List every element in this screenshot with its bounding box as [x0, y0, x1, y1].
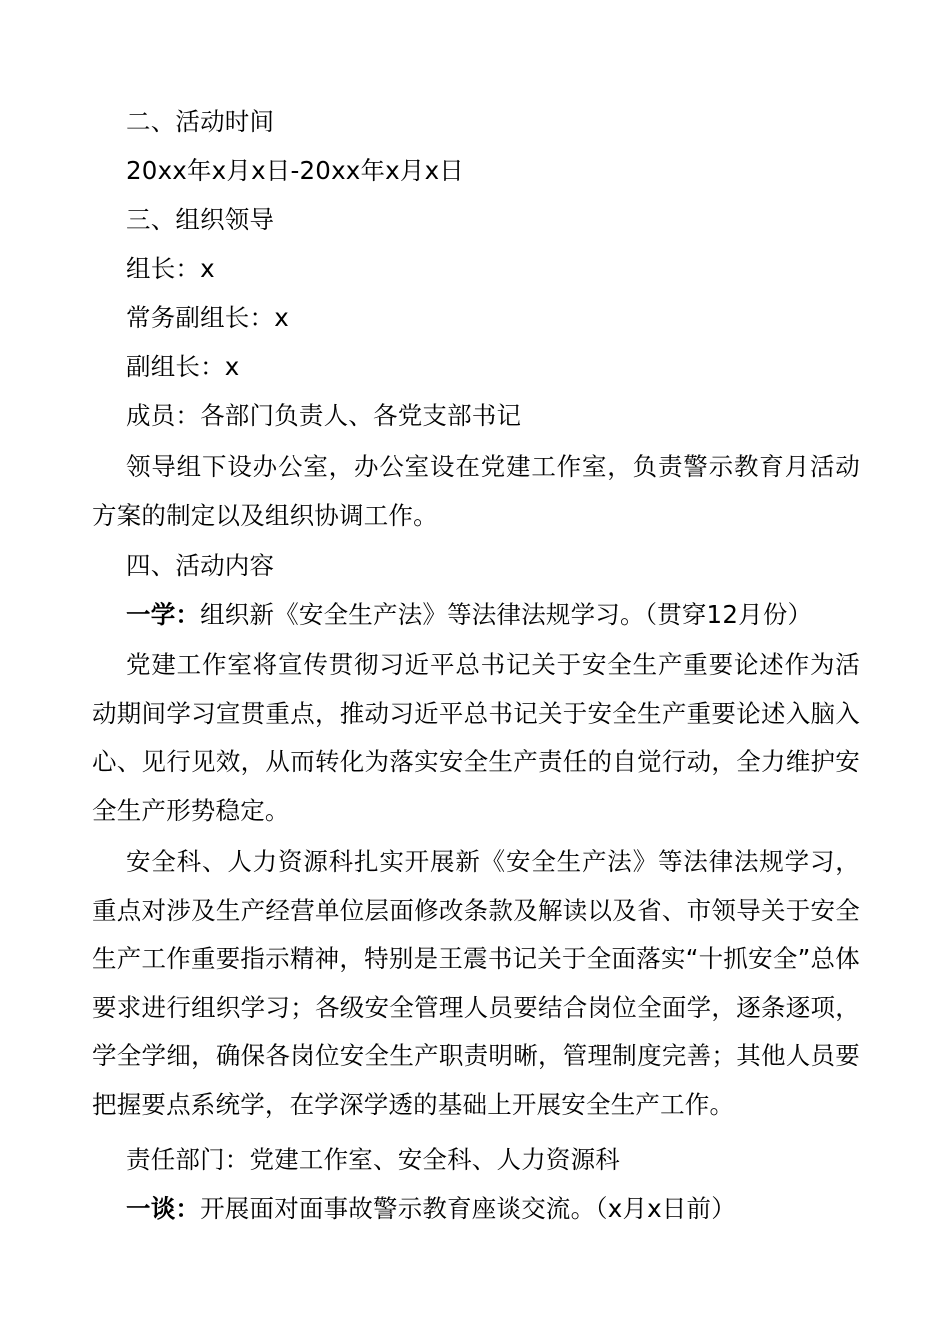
deputy-leader-line: 副组长：x: [126, 352, 240, 381]
item-talk-lead: 一谈：: [126, 1194, 201, 1223]
item-study-line: [92, 591, 860, 640]
section-heading-activity-content: 四、活动内容: [126, 551, 275, 580]
activity-date-range: 20xx年x月x日-20xx年x月x日: [126, 156, 464, 185]
item-talk-text: 开展面对面事故警示教育座谈交流。（x月x日前）: [200, 1194, 736, 1223]
section-heading-organization: 三、组织领导: [126, 205, 275, 234]
item-study-text: 组织新《安全生产法》等法律法规学习。（贯穿12月份）: [200, 600, 813, 629]
members-line: 成员：各部门负责人、各党支部书记: [126, 401, 522, 430]
safety-study-paragraph: 安全科、人力资源科扎实开展新《安全生产法》等法律法规学习，重点对涉及生产经营单位层面修改条款及解读以及省、市领导关于安全生产工作重要指示精神，特别是王震书记关于全面落实“十抓安全”总体要求进行组织学习；各级安全管理人员要结合岗位全面学，逐条逐项，学全学细，确保各岗位安全生产职责明晰，管理制度完善；其他人员要把握要点系统学，在学深学透的基础上开展安全生产工作。: [92, 847, 860, 1119]
party-building-paragraph: 党建工作室将宣传贯彻习近平总书记关于安全生产重要论述作为活动期间学习宣贯重点，推动习近平总书记关于安全生产重要论述入脑入心、见行见效，从而转化为落实安全生产责任的自觉行动，全力维护安全生产形势稳定。: [92, 650, 860, 825]
item-talk-line: [92, 1185, 860, 1234]
executive-deputy-leader-line: 常务副组长：x: [126, 303, 289, 332]
office-paragraph: 领导组下设办公室，办公室设在党建工作室，负责警示教育月活动方案的制定以及组织协调工作。: [92, 452, 860, 530]
team-leader-line: 组长：x: [126, 254, 215, 283]
responsible-departments-line: 责任部门：党建工作室、安全科、人力资源科: [126, 1145, 620, 1174]
item-study-lead: 一学：: [126, 600, 201, 629]
section-heading-activity-time: 二、活动时间: [126, 107, 275, 136]
